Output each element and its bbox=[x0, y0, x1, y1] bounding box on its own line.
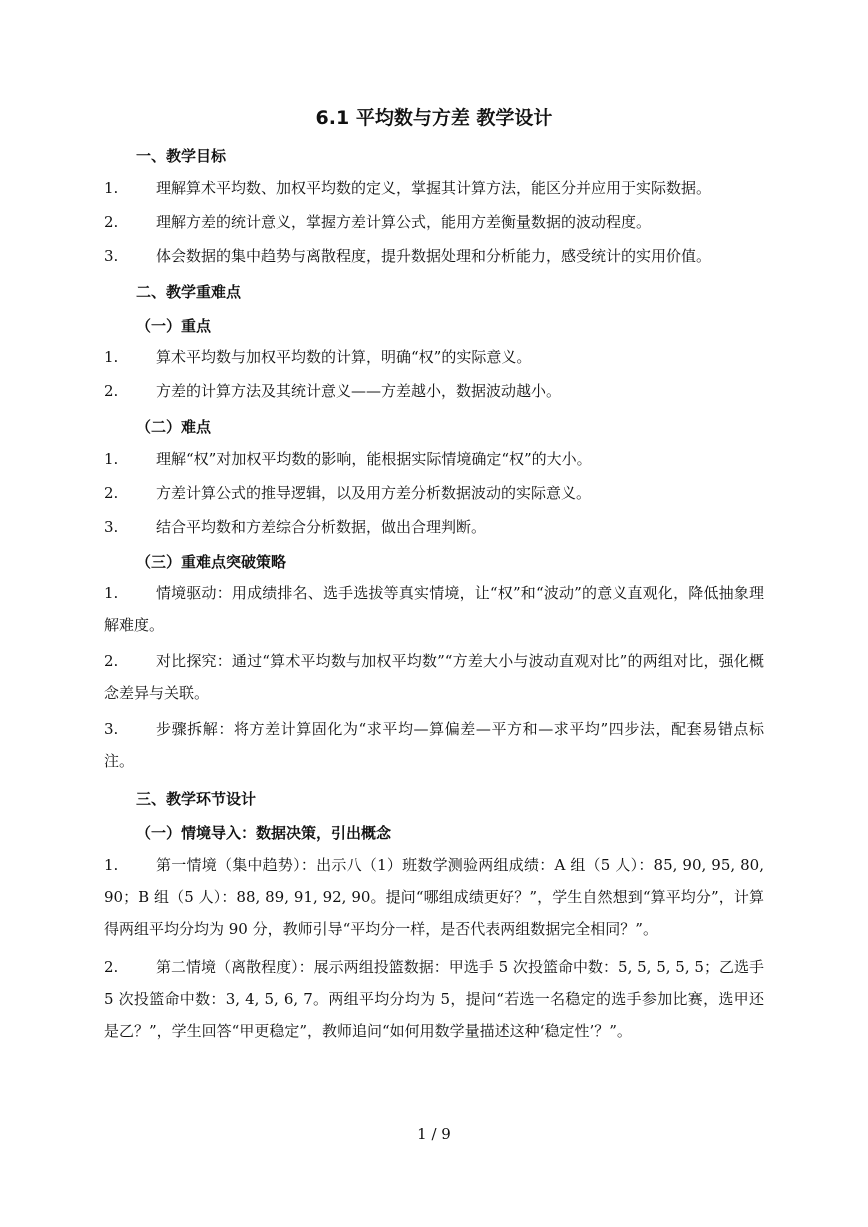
list-item-text: 理解方差的统计意义，掌握方差计算公式，能用方差衡量数据的波动程度。 bbox=[156, 213, 652, 231]
list-item-text: 方差计算公式的推导逻辑，以及用方差分析数据波动的实际意义。 bbox=[156, 484, 592, 502]
list-item-number: 1. bbox=[104, 584, 119, 602]
list-item bbox=[104, 206, 764, 238]
list-item-text: 算术平均数与加权平均数的计算，明确“权”的实际意义。 bbox=[156, 348, 532, 366]
list-item-number: 1. bbox=[104, 450, 119, 468]
list-item bbox=[104, 172, 764, 204]
list-item bbox=[104, 443, 764, 475]
list-item bbox=[104, 713, 764, 777]
list-item-number: 2. bbox=[104, 652, 119, 670]
list-item bbox=[104, 645, 764, 709]
list-item bbox=[104, 477, 764, 509]
document-title: 6.1 平均数与方差 教学设计 bbox=[315, 107, 553, 129]
subsection-heading-focus: （一）重点 bbox=[136, 317, 212, 335]
list-item-text: 体会数据的集中趋势与离散程度，提升数据处理和分析能力，感受统计的实用价值。 bbox=[156, 247, 712, 265]
list-item bbox=[104, 577, 764, 641]
subsection-heading-introduction: （一）情境导入：数据决策，引出概念 bbox=[136, 824, 392, 842]
list-item-text: 第二情境（离散程度）：展示两组投篮数据：甲选手 5 次投篮命中数：5, 5, 5, 5, 5；乙选手 5 次投篮命中数：3, 4, 5, 6, 7。两组平均分均为 5，提问“若选一名稳定的选手参加比赛，选甲还是乙？”，学生回答“甲更稳定”，教师追问“如何用数学量描述这种‘稳定性’？”。 bbox=[104, 958, 764, 1040]
list-item bbox=[104, 240, 764, 272]
section-heading-objectives: 一、教学目标 bbox=[136, 147, 227, 165]
subsection-heading-difficulty: （二）难点 bbox=[136, 418, 212, 436]
list-item bbox=[104, 341, 764, 373]
list-item bbox=[104, 849, 764, 945]
section-heading-teaching-steps: 三、教学环节设计 bbox=[136, 790, 257, 808]
list-item-text: 结合平均数和方差综合分析数据，做出合理判断。 bbox=[156, 518, 487, 536]
list-item-number: 1. bbox=[104, 179, 119, 197]
list-item bbox=[104, 951, 764, 1047]
list-item-number: 2. bbox=[104, 382, 119, 400]
list-item-text: 理解“权”对加权平均数的影响，能根据实际情境确定“权”的大小。 bbox=[156, 450, 592, 468]
list-item-number: 3. bbox=[104, 247, 119, 265]
subsection-heading-strategy: （三）重难点突破策略 bbox=[136, 553, 287, 571]
list-item-text: 第一情境（集中趋势）：出示八（1）班数学测验两组成绩：A 组（5 人）：85, 90, 95, 80, 90；B 组（5 人）：88, 89, 91, 92, 90。提问“哪组成绩更好？”，学生自然想到“算平均分”，计算得两组平均分均为 90 分，教师引导“平均分一样，是否代表两组数据完全相同？”。 bbox=[104, 856, 764, 938]
list-item-number: 2. bbox=[104, 958, 119, 976]
list-item-text: 情境驱动：用成绩排名、选手选拔等真实情境，让“权”和“波动”的意义直观化，降低抽象理解难度。 bbox=[104, 584, 764, 634]
list-item-number: 1. bbox=[104, 856, 119, 874]
list-item bbox=[104, 511, 764, 543]
list-item-number: 2. bbox=[104, 484, 119, 502]
page-number: 1 / 9 bbox=[417, 1125, 451, 1143]
list-item-number: 2. bbox=[104, 213, 119, 231]
list-item-number: 3. bbox=[104, 518, 119, 536]
list-item-text: 步骤拆解：将方差计算固化为“求平均—算偏差—平方和—求平均”四步法，配套易错点标注。 bbox=[104, 720, 764, 770]
section-heading-key-points: 二、教学重难点 bbox=[136, 283, 242, 301]
list-item-text: 理解算术平均数、加权平均数的定义，掌握其计算方法，能区分并应用于实际数据。 bbox=[156, 179, 712, 197]
list-item-text: 方差的计算方法及其统计意义——方差越小，数据波动越小。 bbox=[156, 382, 562, 400]
list-item-text: 对比探究：通过“算术平均数与加权平均数”“方差大小与波动直观对比”的两组对比，强化概念差异与关联。 bbox=[104, 652, 764, 702]
list-item-number: 1. bbox=[104, 348, 119, 366]
list-item bbox=[104, 375, 764, 407]
list-item-number: 3. bbox=[104, 720, 119, 738]
